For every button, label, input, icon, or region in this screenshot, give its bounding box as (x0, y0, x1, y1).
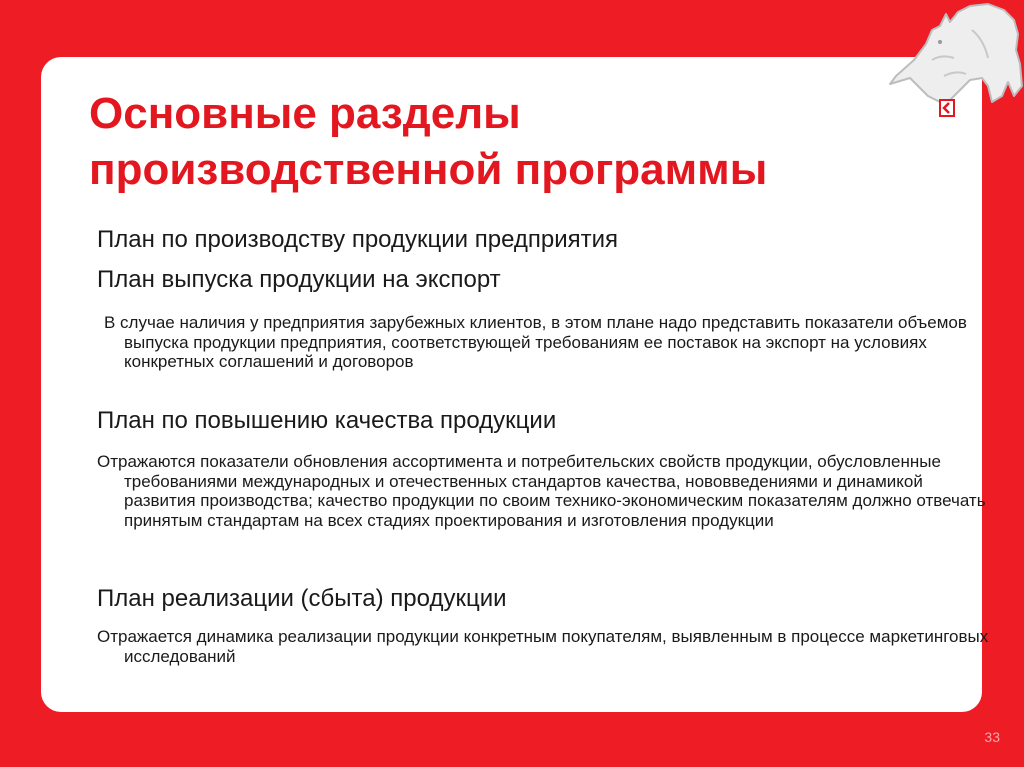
title-line-2: производственной программы (89, 145, 768, 194)
page-number: 33 (984, 729, 1000, 745)
rhino-logo-icon (884, 0, 1024, 110)
section-heading-production: План по производству продукции предприятия (97, 226, 619, 253)
section-heading-sales: План реализации (сбыта) продукции (97, 585, 507, 612)
back-arrow-icon[interactable] (939, 99, 955, 117)
title-line-1: Основные разделы (89, 89, 521, 138)
section-text-export: В случае наличия у предприятия зарубежных клиентов, в этом плане надо представить показатели объемов выпуска продукции предприятия, соответствующей требованиям ее поставок на экспорт на условиях конкретных соглашений и договоров (104, 313, 967, 371)
section-text-quality: Отражаются показатели обновления ассортимента и потребительских свойств продукции, обусловленные требованиями международных и отечественных стандартов качества, нововведениями и динамикой развития производства; качество продукции по своим технико-экономическим показателям должно отвечать принятым стандартам на всех стадиях проектирования и изготовления продукции (97, 452, 986, 530)
section-heading-export: План выпуска продукции на экспорт (97, 266, 501, 293)
section-text-sales: Отражается динамика реализации продукции конкретным покупателям, выявленным в процессе маркетинговых исследований (97, 627, 989, 666)
section-heading-quality: План по повышению качества продукции (97, 407, 557, 434)
